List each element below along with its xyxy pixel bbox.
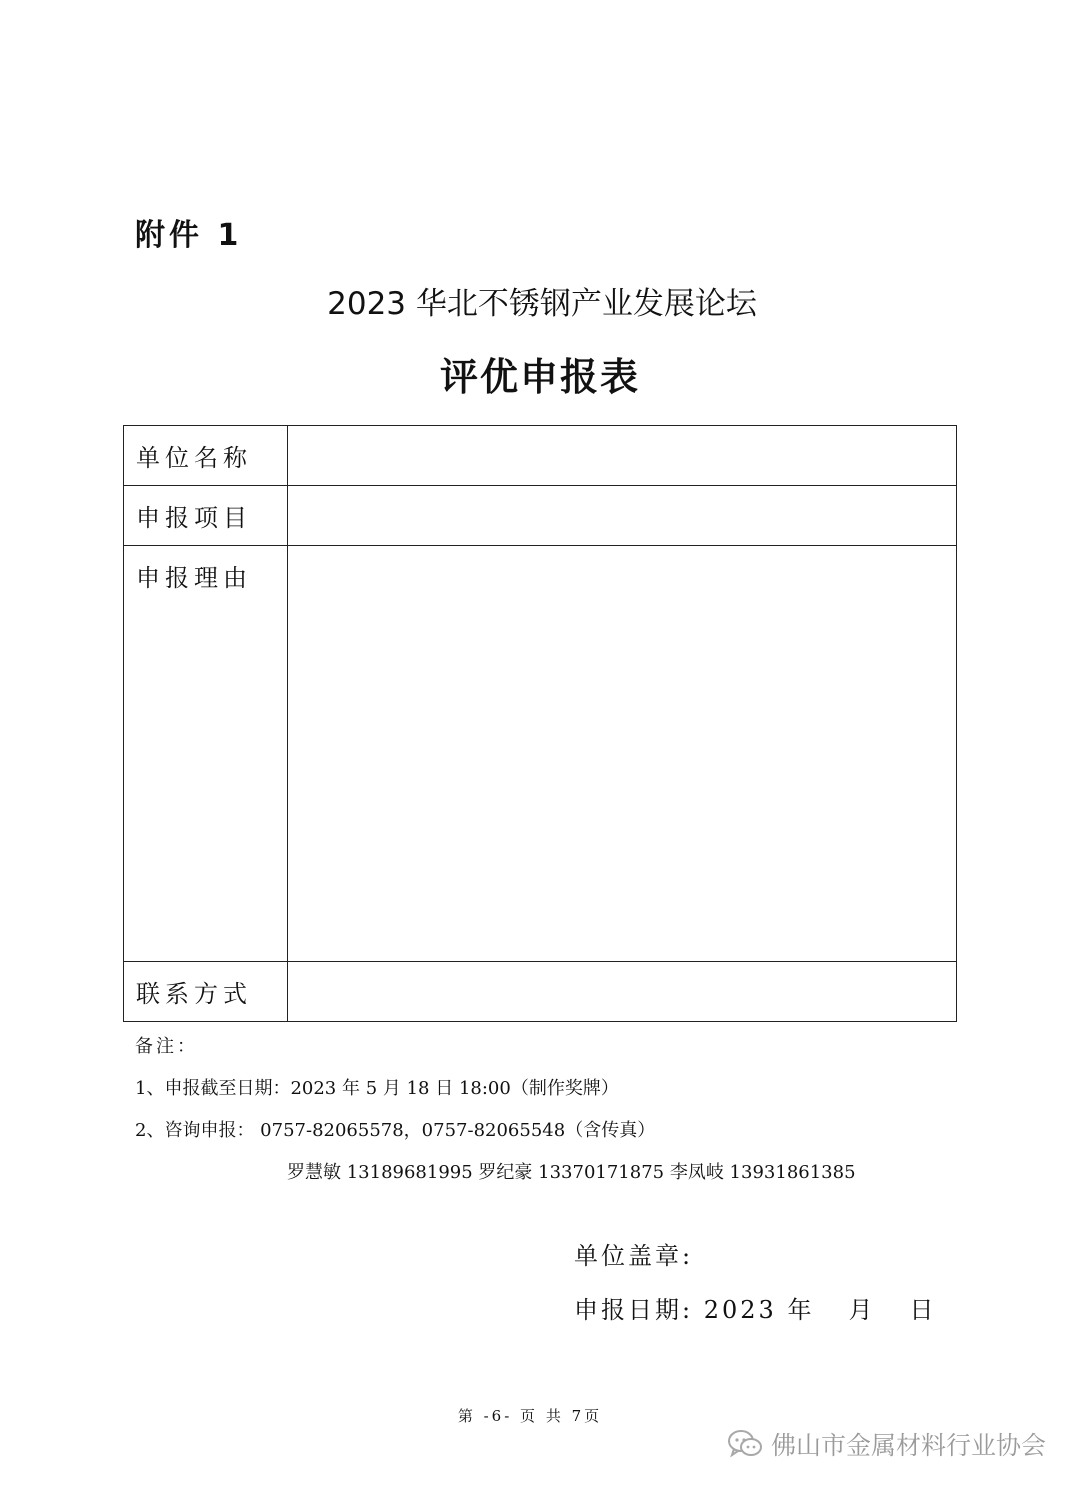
project-label: 申报项目 — [124, 486, 288, 546]
reason-label: 申报理由 — [124, 546, 288, 962]
date-label: 申报日期: — [574, 1296, 694, 1324]
seal-line — [574, 1236, 693, 1271]
company-name-label: 单位名称 — [124, 426, 288, 486]
seal-label: 单位盖章: — [574, 1242, 694, 1270]
note-contacts: 罗慧敏 13189681995 罗纪豪 13370171875 李凤岐 13931861385 — [287, 1162, 856, 1183]
form-title: 评优申报表 — [439, 355, 640, 399]
contact-field[interactable] — [288, 962, 957, 1022]
page-number: 第 -6- 页 共 7页 — [457, 1407, 603, 1425]
notes-title: 备注： — [135, 1036, 198, 1057]
reason-field[interactable] — [288, 546, 957, 962]
form-row-reason — [124, 546, 957, 962]
watermark-text: 佛山市金属材料行业协会 — [770, 1431, 1046, 1460]
company-name-field[interactable] — [288, 426, 957, 486]
notes-section — [135, 1026, 856, 1194]
note-deadline: 1、申报截至日期：2023 年 5 月 18 日 18:00（制作奖牌） — [135, 1078, 619, 1099]
date-year: 2023 年 — [703, 1296, 815, 1324]
form-row-contact — [124, 962, 957, 1022]
attachment-label: 附件 1 — [135, 218, 243, 253]
note-inquiry: 2、咨询申报： 0757-82065578，0757-82065548（含传真） — [135, 1120, 656, 1141]
wechat-icon — [727, 1429, 763, 1459]
application-form-table — [123, 425, 957, 1022]
date-day: 日 — [909, 1296, 937, 1324]
forum-title: 2023 华北不锈钢产业发展论坛 — [327, 286, 757, 322]
watermark — [727, 1426, 1046, 1462]
date-month: 月 — [848, 1296, 876, 1324]
form-row-project — [124, 486, 957, 546]
date-line — [574, 1290, 936, 1325]
project-field[interactable] — [288, 486, 957, 546]
form-row-company-name — [124, 426, 957, 486]
contact-label: 联系方式 — [124, 962, 288, 1022]
